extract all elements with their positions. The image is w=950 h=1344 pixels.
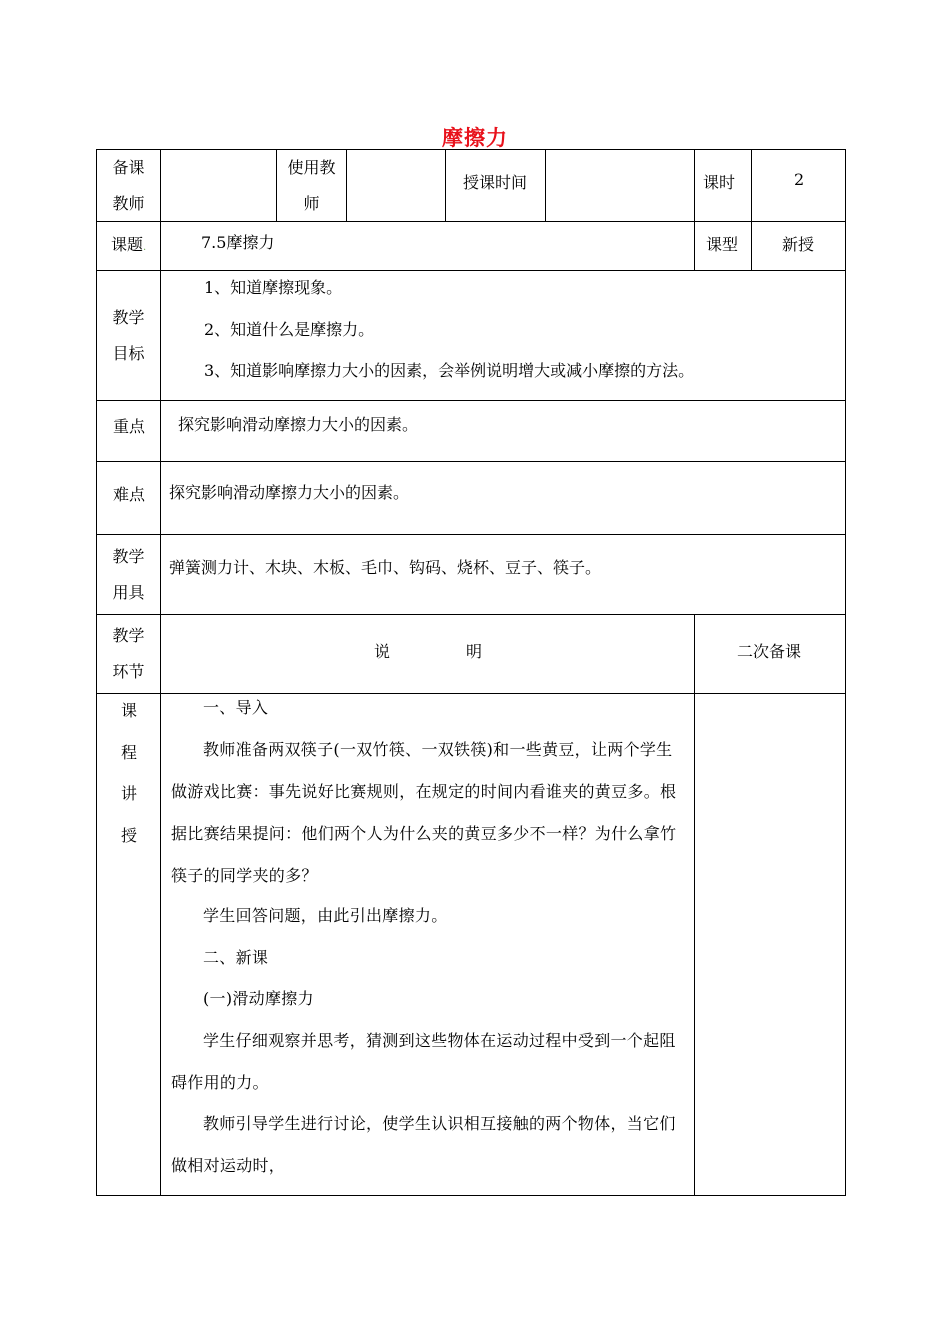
difficulty-value: 探究影响滑动摩擦力大小的因素。: [169, 483, 410, 502]
page-title: 摩擦力: [442, 126, 508, 150]
goal-item: 3、知道影响摩擦力大小的因素，会举例说明增大或减小摩擦的方法。: [204, 361, 695, 380]
user-value-cell[interactable]: [346, 149, 446, 222]
difficulty-label: 难点: [113, 485, 146, 504]
lecture-paragraph: 一、导入: [203, 698, 269, 717]
explain-header-char1: 说: [374, 642, 391, 661]
section-label-line1: 教学: [112, 626, 145, 645]
type-value: 新授: [782, 235, 815, 254]
time-label: 授课时间: [463, 173, 528, 192]
topic-label-text: 课题: [111, 235, 144, 254]
lecture-label-char: 授: [121, 826, 138, 845]
lecture-paragraph: 教师准备两双筷子(一双竹筷、一双铁筷)和一些黄豆，让两个学生做游戏比赛：事先说好比赛规则，在规定的时间内看谁夹的黄豆多。根据比赛结果提问：他们两个人为什么夹的黄豆多少不一样？为什么拿竹筷子的同学夹的多？: [171, 740, 677, 885]
type-label: 课型: [706, 235, 739, 254]
time-value-cell[interactable]: [545, 149, 695, 222]
lecture-second-prep-cell[interactable]: [694, 693, 846, 1196]
goal-item: 2、知道什么是摩擦力。: [204, 320, 375, 339]
goals-label-line2: 目标: [112, 343, 145, 363]
key-point-value: 探究影响滑动摩擦力大小的因素。: [178, 415, 419, 434]
lecture-content-cell: [160, 693, 695, 1196]
topic-label-cell: [96, 221, 161, 271]
explain-header-cell: [160, 614, 695, 694]
period-label: 课时: [703, 173, 736, 192]
goals-label-cell: [96, 270, 161, 401]
explain-header-char2: 明: [466, 642, 483, 661]
section-label-cell: [96, 614, 161, 694]
lecture-paragraph: (一)滑动摩擦力: [203, 989, 314, 1008]
difficulty-label-cell: [96, 461, 161, 535]
user-label-cell: [276, 149, 347, 222]
lecture-paragraph: 学生回答问题，由此引出摩擦力。: [203, 906, 448, 925]
goals-value-cell: [160, 270, 846, 401]
type-label-cell: [694, 221, 752, 271]
preparer-value-cell[interactable]: [160, 149, 277, 222]
second-prep-header-cell: [694, 614, 846, 694]
key-point-label-cell: [96, 400, 161, 462]
lecture-paragraph: 教师引导学生进行讨论，使学生认识相互接触的两个物体，当它们做相对运动时，: [171, 1114, 676, 1175]
type-value-cell: [751, 221, 846, 271]
second-prep-header: 二次备课: [737, 642, 802, 661]
tools-label-line2: 用具: [112, 582, 145, 602]
period-value: 2: [794, 170, 805, 189]
goals-label-line1: 教学: [112, 307, 145, 327]
key-point-value-cell: [160, 400, 846, 462]
tools-value-cell: [160, 534, 846, 615]
tools-label-line1: 教学: [112, 546, 145, 566]
lecture-label-cell: [96, 693, 161, 1196]
tools-value: 弹簧测力计、木块、木板、毛巾、钩码、烧杯、豆子、筷子。: [169, 558, 602, 577]
topic-value-cell: [160, 221, 695, 271]
preparer-label-line1: 备课: [112, 157, 145, 177]
section-label-line2: 环节: [112, 662, 145, 681]
goal-item: 1、知道摩擦现象。: [204, 278, 343, 297]
topic-label: [111, 232, 146, 255]
tools-label-cell: [96, 534, 161, 615]
lecture-paragraph: 学生仔细观察并思考，猜测到这些物体在运动过程中受到一个起阻碍作用的力。: [171, 1031, 676, 1092]
preparer-label-line2: 教师: [112, 193, 145, 213]
lecture-label-char: 课: [121, 701, 138, 720]
period-value-cell: [751, 149, 846, 222]
topic-value: 7.5摩擦力: [201, 233, 275, 252]
lecture-label-char: 程: [121, 743, 138, 762]
lecture-label-char: 讲: [121, 784, 138, 803]
user-label-line2: 师: [303, 193, 320, 213]
difficulty-value-cell: [160, 461, 846, 535]
preparer-label-cell: [96, 149, 161, 222]
key-point-label: 重点: [113, 417, 146, 436]
lecture-paragraph: 二、新课: [203, 948, 269, 967]
time-label-cell: [445, 149, 546, 222]
user-label-line1: 使用教: [287, 157, 336, 177]
period-label-cell: [694, 149, 752, 222]
green-dot-mark: .: [143, 242, 147, 253]
